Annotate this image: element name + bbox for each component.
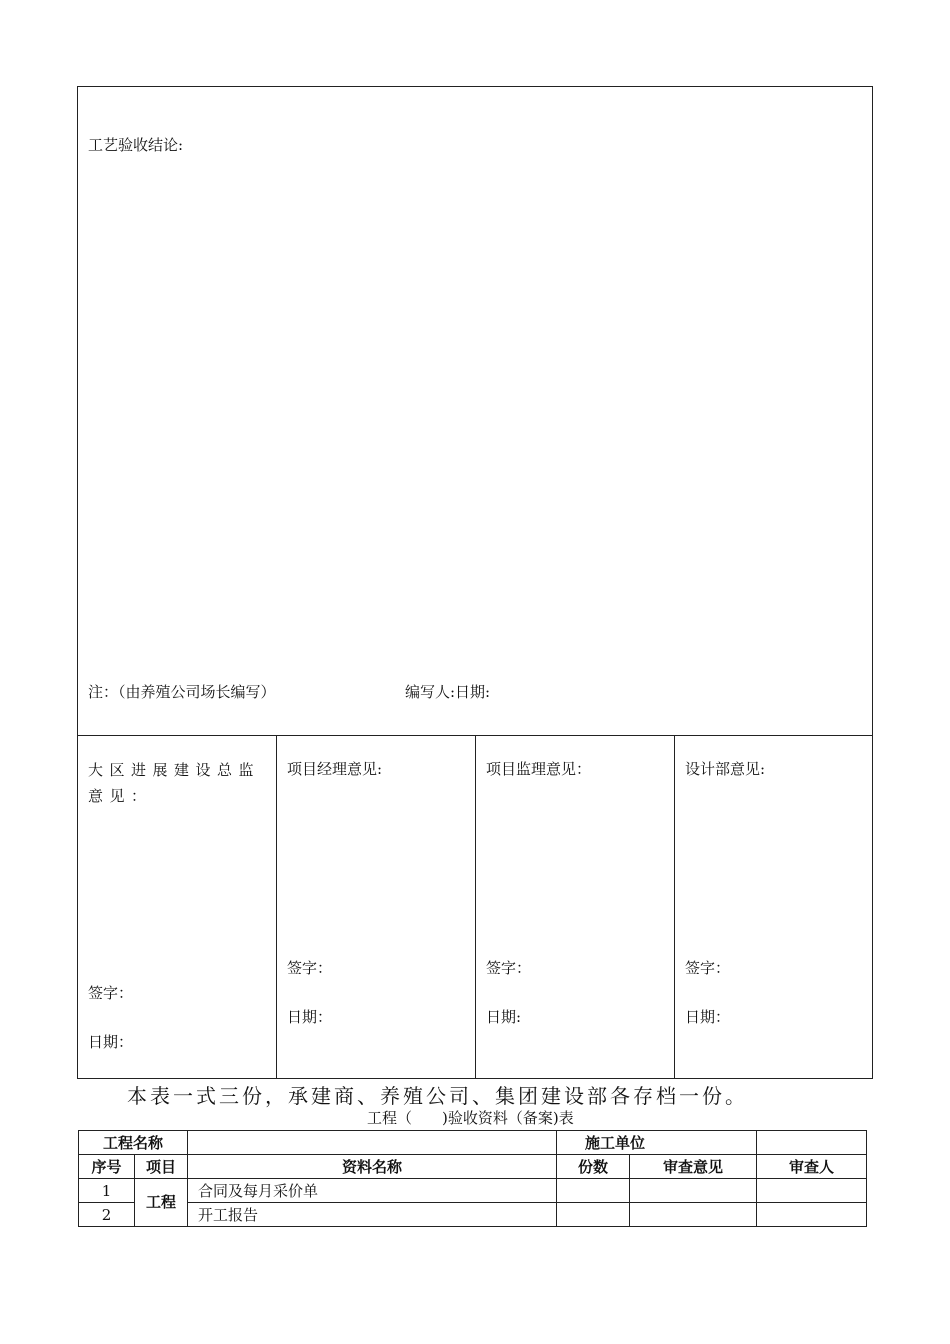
- contractor-field[interactable]: [757, 1131, 867, 1155]
- row-copies[interactable]: [557, 1179, 630, 1203]
- contractor-label: 施工单位: [557, 1131, 757, 1155]
- row-document-name: 合同及每月采价单: [188, 1179, 557, 1203]
- opinion-divider-1: [276, 735, 277, 1079]
- process-conclusion-label: 工艺验收结论:: [88, 136, 184, 154]
- project-supervisor-sign-label: 签字：: [486, 959, 532, 977]
- note-label: 注：（由养殖公司场长编写）: [88, 683, 276, 701]
- group-label: 工程: [135, 1179, 188, 1227]
- project-manager-sign-label: 签字：: [287, 959, 333, 977]
- table-header-row: [79, 1155, 867, 1179]
- row-reviewer[interactable]: [757, 1203, 867, 1227]
- project-name-label: 工程名称: [79, 1131, 188, 1155]
- header-copies: 份数: [557, 1155, 630, 1179]
- header-item: 项目: [135, 1155, 188, 1179]
- project-manager-date-label: 日期：: [287, 1008, 333, 1026]
- table-row: [79, 1203, 867, 1227]
- row-copies[interactable]: [557, 1203, 630, 1227]
- project-supervisor-date-label: 日期:: [486, 1008, 522, 1026]
- project-name-field[interactable]: [188, 1131, 557, 1155]
- row-review-opinion[interactable]: [630, 1203, 757, 1227]
- project-manager-opinion-title: 项目经理意见:: [287, 760, 383, 778]
- header-reviewer: 审查人: [757, 1155, 867, 1179]
- regional-director-opinion-title: 大区进展建设总监意见：: [88, 761, 261, 805]
- design-dept-opinion-title: 设计部意见:: [685, 760, 766, 778]
- row-reviewer[interactable]: [757, 1179, 867, 1203]
- header-no: 序号: [79, 1155, 135, 1179]
- register-title: 工程（ )验收资料（备案)表: [367, 1109, 574, 1127]
- project-info-row: [79, 1131, 867, 1155]
- design-dept-sign-label: 签字：: [685, 959, 731, 977]
- writer-date-label: 编写人:日期:: [405, 683, 491, 701]
- row-no: 1: [79, 1179, 135, 1203]
- acceptance-register-table: [78, 1130, 867, 1227]
- opinion-divider-2: [475, 735, 476, 1079]
- row-document-name: 开工报告: [188, 1203, 557, 1227]
- regional-director-date-label: 日期：: [88, 1033, 134, 1051]
- header-document-name: 资料名称: [188, 1155, 557, 1179]
- header-review-opinion: 审查意见: [630, 1155, 757, 1179]
- table-row: [79, 1179, 867, 1203]
- project-supervisor-opinion-title: 项目监理意见：: [486, 760, 592, 778]
- row-review-opinion[interactable]: [630, 1179, 757, 1203]
- distribution-note: 本表一式三份，承建商、养殖公司、集团建设部各存档一份。: [127, 1084, 748, 1108]
- opinion-divider-3: [674, 735, 675, 1079]
- row-no: 2: [79, 1203, 135, 1227]
- design-dept-date-label: 日期：: [685, 1008, 731, 1026]
- regional-director-sign-label: 签字：: [88, 984, 134, 1002]
